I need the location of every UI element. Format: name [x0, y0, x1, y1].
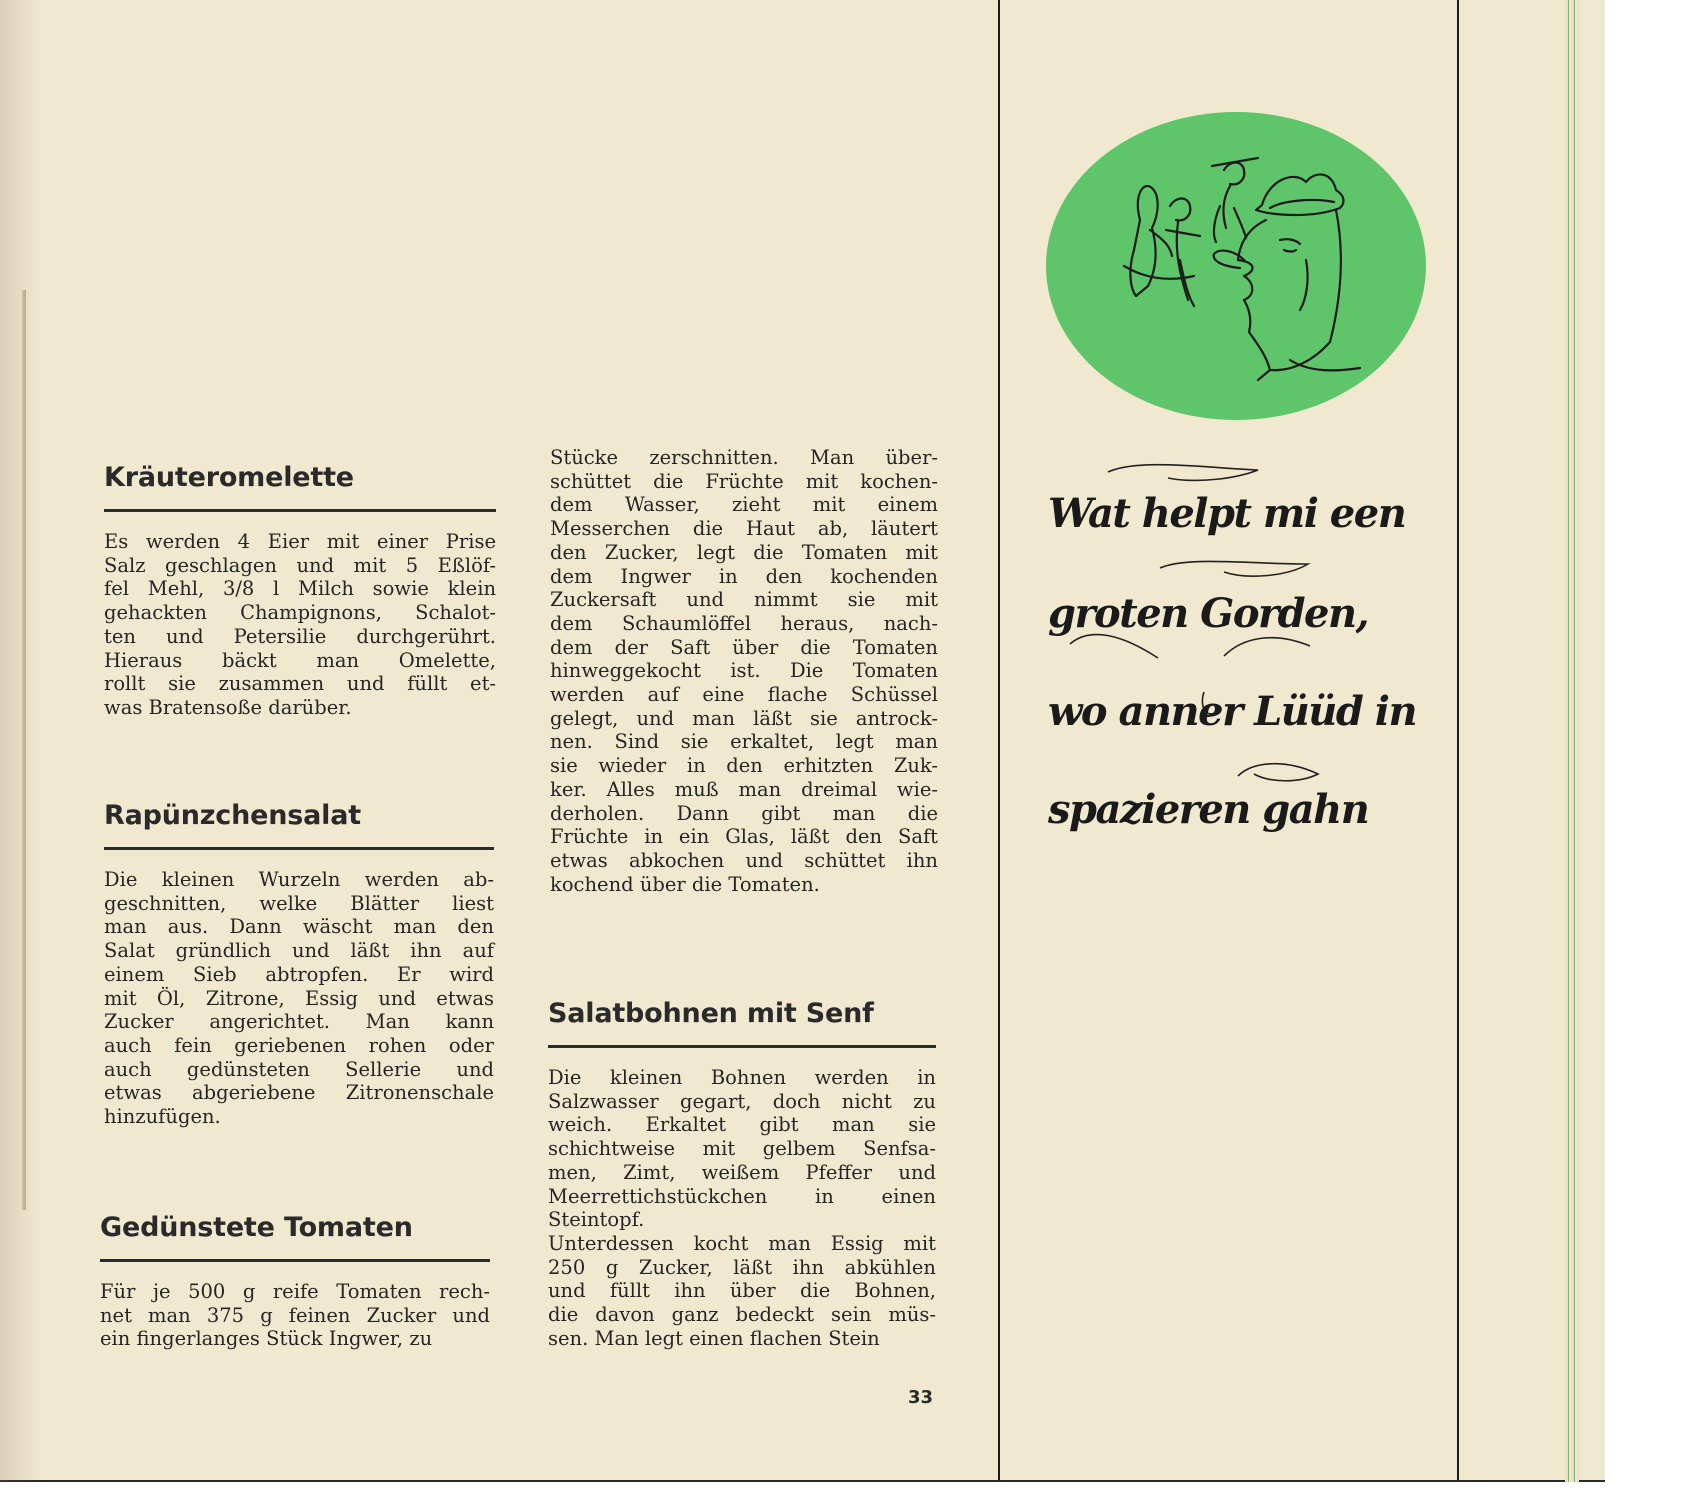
- text-line: gelegt, und man läßt sie antrock-: [550, 706, 938, 730]
- text-line: Hieraus bäckt man Omelette,: [104, 648, 496, 672]
- divider-vertical-right: [1457, 0, 1459, 1482]
- text-line: sen. Man legt einen flachen Stein: [548, 1326, 880, 1350]
- recipe-text: [100, 1280, 490, 1351]
- recipe-rapuenzchensalat: [104, 800, 494, 1129]
- recipe-salatbohnen: [548, 998, 936, 1350]
- text-line: fel Mehl, 3/8 l Milch sowie klein: [104, 577, 496, 601]
- text-line: kochend über die Tomaten.: [550, 872, 820, 896]
- text-line: man aus. Dann wäscht man den: [104, 915, 494, 939]
- text-line: etwas abgeriebene Zitronenschale: [104, 1081, 494, 1105]
- recipe-text: [104, 530, 496, 720]
- text-line: gehackten Champignons, Schalot-: [104, 601, 496, 625]
- text-line: weich. Erkaltet gibt man sie: [548, 1113, 936, 1137]
- text-line: ker. Alles muß man dreimal wie-: [550, 777, 938, 801]
- motto-line-4: spazieren gahn: [1048, 786, 1369, 833]
- text-line: net man 375 g feinen Zucker und: [100, 1303, 490, 1327]
- motto-line-1: Wat helpt mi een: [1048, 490, 1406, 537]
- recipe-title: Gedünstete Tomaten: [100, 1212, 413, 1243]
- text-line: was Bratensoße darüber.: [104, 695, 352, 719]
- page-edges: [1565, 0, 1579, 1482]
- text-line: Die kleinen Wurzeln werden ab-: [104, 868, 494, 891]
- text-line: schüttet die Früchte mit kochen-: [550, 469, 938, 493]
- text-line: Salzwasser gegart, doch nicht zu: [548, 1089, 936, 1113]
- text-line: Zuckersaft und nimmt sie mit: [550, 588, 938, 612]
- divider-bottom: [0, 1480, 1605, 1482]
- cartoon-man-with-hat-and-tiny-figures-icon: [1044, 110, 1428, 423]
- text-line: Zucker angerichtet. Man kann: [104, 1010, 494, 1034]
- text-line: auch fein geriebenen rohen oder: [104, 1033, 494, 1057]
- divider: [104, 847, 494, 850]
- divider: [104, 509, 496, 512]
- recipe-text: [104, 868, 494, 1129]
- text-line: hinzufügen.: [104, 1105, 221, 1129]
- text-line: Stücke zerschnitten. Man über-: [550, 446, 938, 469]
- text-line: dem Ingwer in den kochenden: [550, 564, 938, 588]
- divider-vertical-left: [998, 0, 1000, 1482]
- text-line: men, Zimt, weißem Pfeffer und: [548, 1160, 936, 1184]
- text-line: Die kleinen Bohnen werden in: [548, 1066, 936, 1089]
- text-line: dem Schaumlöffel heraus, nach-: [550, 611, 938, 635]
- binding-staple-mark: [22, 290, 26, 1210]
- page-number: 33: [908, 1387, 934, 1408]
- text-line: einem Sieb abtropfen. Er wird: [104, 962, 494, 986]
- recipe-title: Kräuteromelette: [104, 462, 354, 493]
- recipe-geduenstete-tomaten-continued: [550, 446, 938, 896]
- recipe-text: [548, 1066, 936, 1350]
- recipe-text: [550, 446, 938, 896]
- text-line: Unterdessen kocht man Essig mit: [548, 1231, 936, 1255]
- text-line: mit Öl, Zitrone, Essig und etwas: [104, 986, 494, 1010]
- motto-line-2: groten Gorden,: [1048, 590, 1368, 637]
- text-line: den Zucker, legt die Tomaten mit: [550, 540, 938, 564]
- recipe-kraeuteromelette: [104, 462, 496, 720]
- text-line: Steintopf.: [548, 1208, 645, 1232]
- divider: [548, 1045, 936, 1048]
- text-line: 250 g Zucker, läßt ihn abkühlen: [548, 1255, 936, 1279]
- text-line: geschnitten, welke Blätter liest: [104, 891, 494, 915]
- text-line: rollt sie zusammen und füllt et-: [104, 672, 496, 696]
- recipe-geduenstete-tomaten: [100, 1212, 490, 1351]
- text-line: dem Wasser, zieht mit einem: [550, 493, 938, 517]
- text-line: Früchte in ein Glas, läßt den Saft: [550, 825, 938, 849]
- text-line: Meerrettichstückchen in einen: [548, 1184, 936, 1208]
- text-line: auch gedünsteten Sellerie und: [104, 1057, 494, 1081]
- text-line: die davon ganz bedeckt sein müs-: [548, 1303, 936, 1327]
- text-line: ein fingerlanges Stück Ingwer, zu: [100, 1327, 433, 1351]
- text-line: Messerchen die Haut ab, läutert: [550, 517, 938, 541]
- recipe-title: Salatbohnen mit Senf: [548, 998, 874, 1029]
- text-line: schichtweise mit gelbem Senfsa-: [548, 1137, 936, 1161]
- text-line: sie wieder in den erhitzten Zuk-: [550, 754, 938, 778]
- text-line: Salz geschlagen und mit 5 Eßlöf-: [104, 553, 496, 577]
- text-line: hinweggekocht ist. Die Tomaten: [550, 659, 938, 683]
- motto-block: [1048, 460, 1417, 880]
- text-line: und füllt ihn über die Bohnen,: [548, 1279, 936, 1303]
- divider: [100, 1259, 490, 1262]
- text-line: Für je 500 g reife Tomaten rech-: [100, 1280, 490, 1303]
- text-line: nen. Sind sie erkaltet, legt man: [550, 730, 938, 754]
- recipe-title: Rapünzchensalat: [104, 800, 361, 831]
- text-line: werden auf eine flache Schüssel: [550, 683, 938, 707]
- text-line: ten und Petersilie durchgerührt.: [104, 624, 496, 648]
- text-line: dem der Saft über die Tomaten: [550, 635, 938, 659]
- text-line: Es werden 4 Eier mit einer Prise: [104, 530, 496, 553]
- motto-line-3: wo anner Lüüd in: [1048, 688, 1417, 735]
- text-line: derholen. Dann gibt man die: [550, 801, 938, 825]
- text-line: Salat gründlich und läßt ihn auf: [104, 939, 494, 963]
- text-line: etwas abkochen und schüttet ihn: [550, 848, 938, 872]
